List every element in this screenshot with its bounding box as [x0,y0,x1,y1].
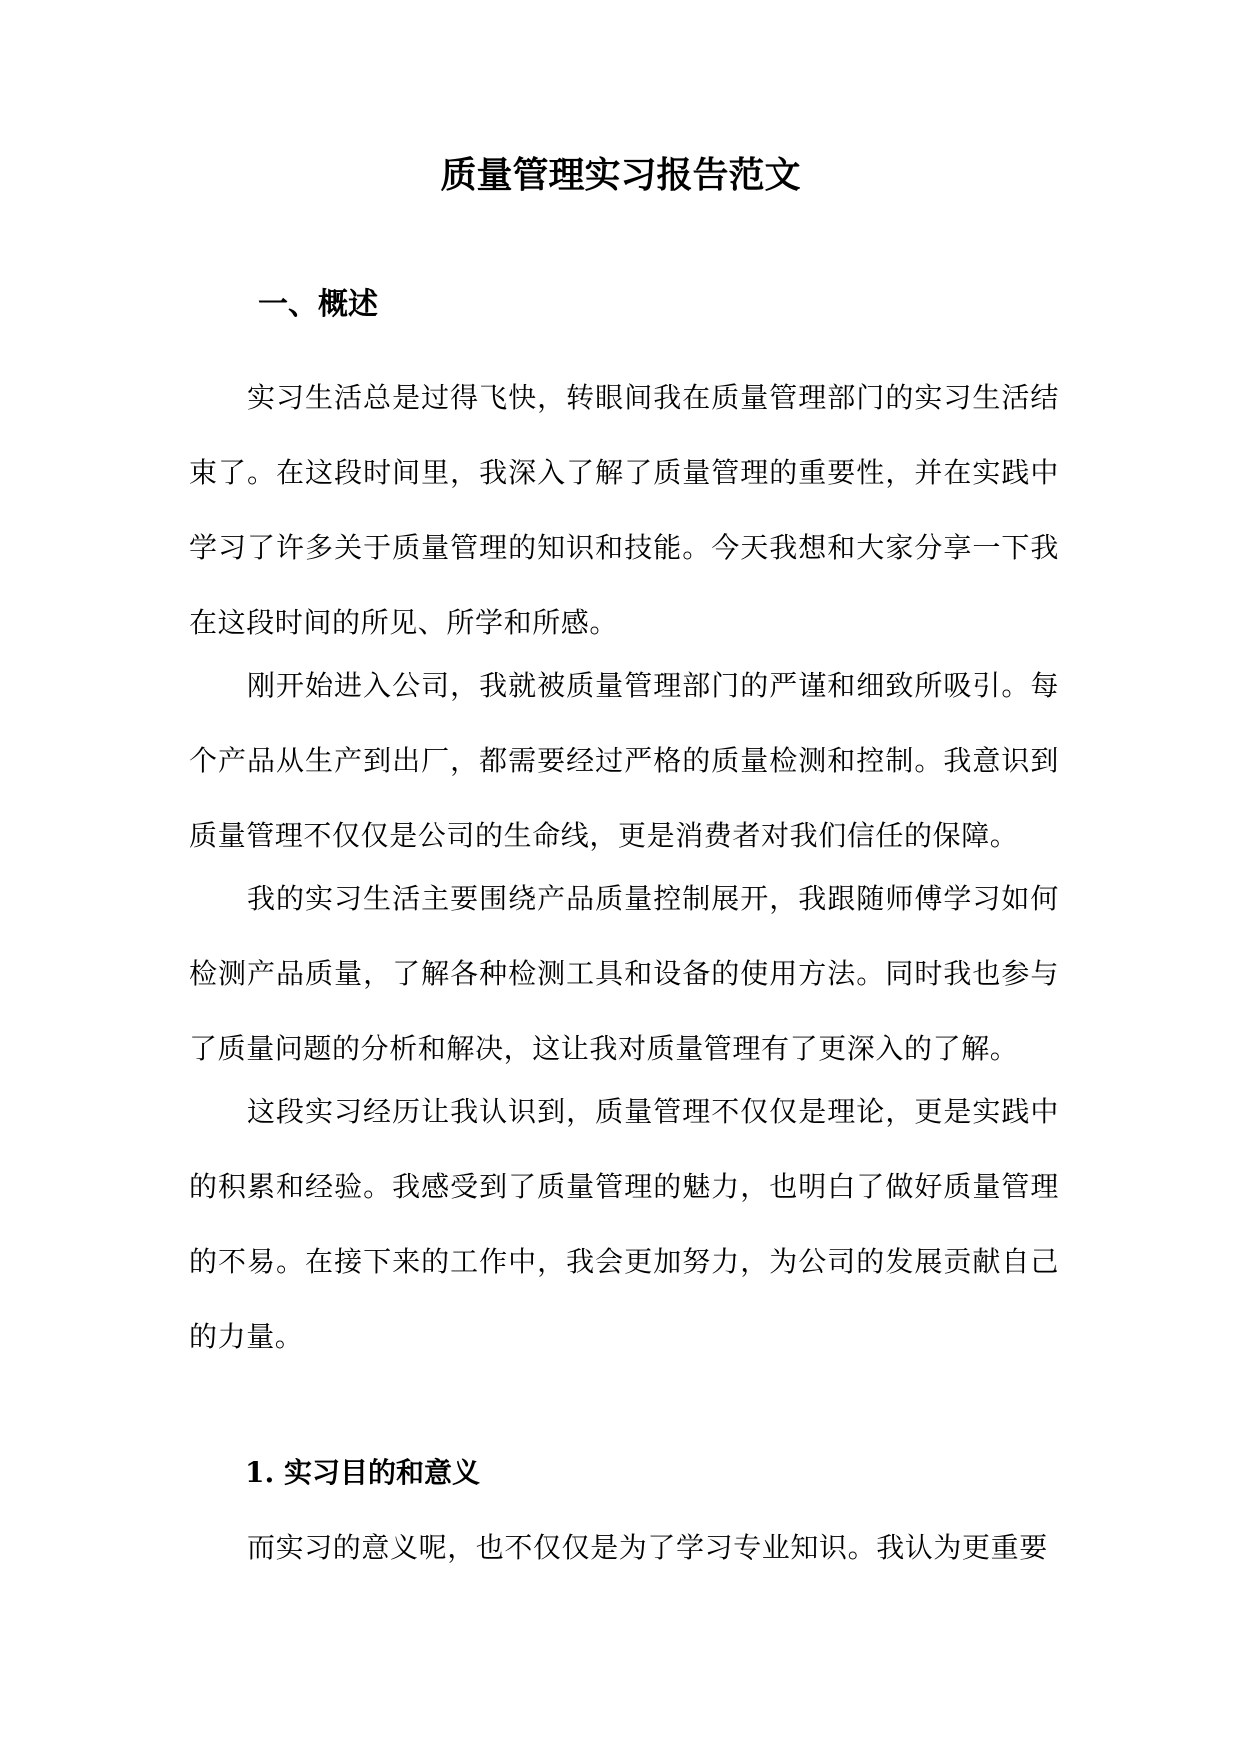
paragraph-block [189,1074,1059,1374]
paragraph-block [189,360,1059,660]
paragraph: 而实习的意义呢，也不仅仅是为了学习专业知识。我认为更重要 [247,1531,1048,1564]
section-heading: 一、概述 [258,287,378,322]
paragraph: 我的实习生活主要围绕产品质量控制展开，我跟随师傅学习如何检测产品质量，了解各种检测工具和设备的使用方法。同时我也参与了质量问题的分析和解决，这让我对质量管理有了更深入的了解。 [189,882,1059,1065]
subsection-heading: 1. 实习目的和意义 [245,1456,480,1489]
paragraph-block [189,648,1059,873]
paragraph: 这段实习经历让我认识到，质量管理不仅仅是理论，更是实践中的积累和经验。我感受到了质量管理的魅力，也明白了做好质量管理的不易。在接下来的工作中，我会更加努力，为公司的发展贡献自己的力量。 [189,1095,1059,1353]
paragraph-block [189,861,1059,1086]
document-title: 质量管理实习报告范文 [440,154,801,196]
paragraph: 实习生活总是过得飞快，转眼间我在质量管理部门的实习生活结束了。在这段时间里，我深入了解了质量管理的重要性，并在实践中学习了许多关于质量管理的知识和技能。今天我想和大家分享一下我在这段时间的所见、所学和所感。 [189,381,1059,639]
paragraph: 刚开始进入公司，我就被质量管理部门的严谨和细致所吸引。每个产品从生产到出厂，都需要经过严格的质量检测和控制。我意识到质量管理不仅仅是公司的生命线，更是消费者对我们信任的保障。 [189,669,1059,852]
paragraph-block [189,1510,1059,1585]
